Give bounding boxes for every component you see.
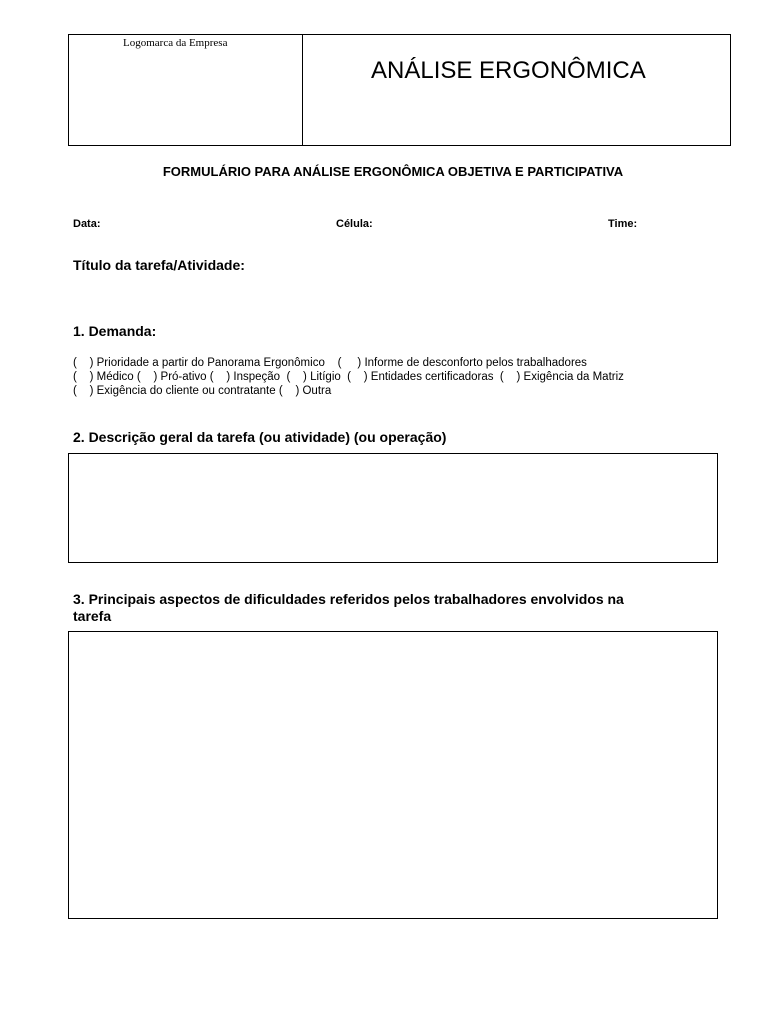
demand-title: 1. Demanda: (73, 323, 157, 339)
demand-option-line[interactable]: ( ) Prioridade a partir do Panorama Ergonômico ( ) Informe de desconforto pelos trabalhadores (73, 357, 587, 369)
logo-placeholder (69, 35, 303, 145)
description-title: 2. Descrição geral da tarefa (ou atividade) (ou operação) (73, 429, 447, 445)
task-title-label: Título da tarefa/Atividade: (73, 257, 245, 273)
date-field[interactable]: Data: (73, 218, 101, 230)
document-title-text: ANÁLISE ERGONÔMICA (371, 57, 646, 84)
logo-label: Logomarca da Empresa (123, 37, 228, 49)
difficulties-title-line2: tarefa (73, 608, 112, 624)
demand-option-line[interactable]: ( ) Exigência do cliente ou contratante ( ) Outra (73, 385, 332, 397)
form-subtitle: FORMULÁRIO PARA ANÁLISE ERGONÔMICA OBJETIVA E PARTICIPATIVA (162, 164, 624, 179)
difficulties-title (73, 591, 713, 625)
description-input-box[interactable] (68, 453, 718, 563)
demand-options (73, 356, 624, 398)
team-field[interactable]: Time: (608, 218, 638, 230)
difficulties-input-box[interactable] (68, 631, 718, 919)
header-table (68, 34, 731, 146)
demand-option-line[interactable]: ( ) Médico ( ) Pró-ativo ( ) Inspeção ( ) Litígio ( ) Entidades certificadoras ( ) Exigência da Matriz (73, 371, 624, 383)
document-title (303, 35, 730, 145)
cell-field[interactable]: Célula: (336, 218, 373, 230)
difficulties-title-line1: 3. Principais aspectos de dificuldades referidos pelos trabalhadores envolvidos na (73, 591, 624, 607)
